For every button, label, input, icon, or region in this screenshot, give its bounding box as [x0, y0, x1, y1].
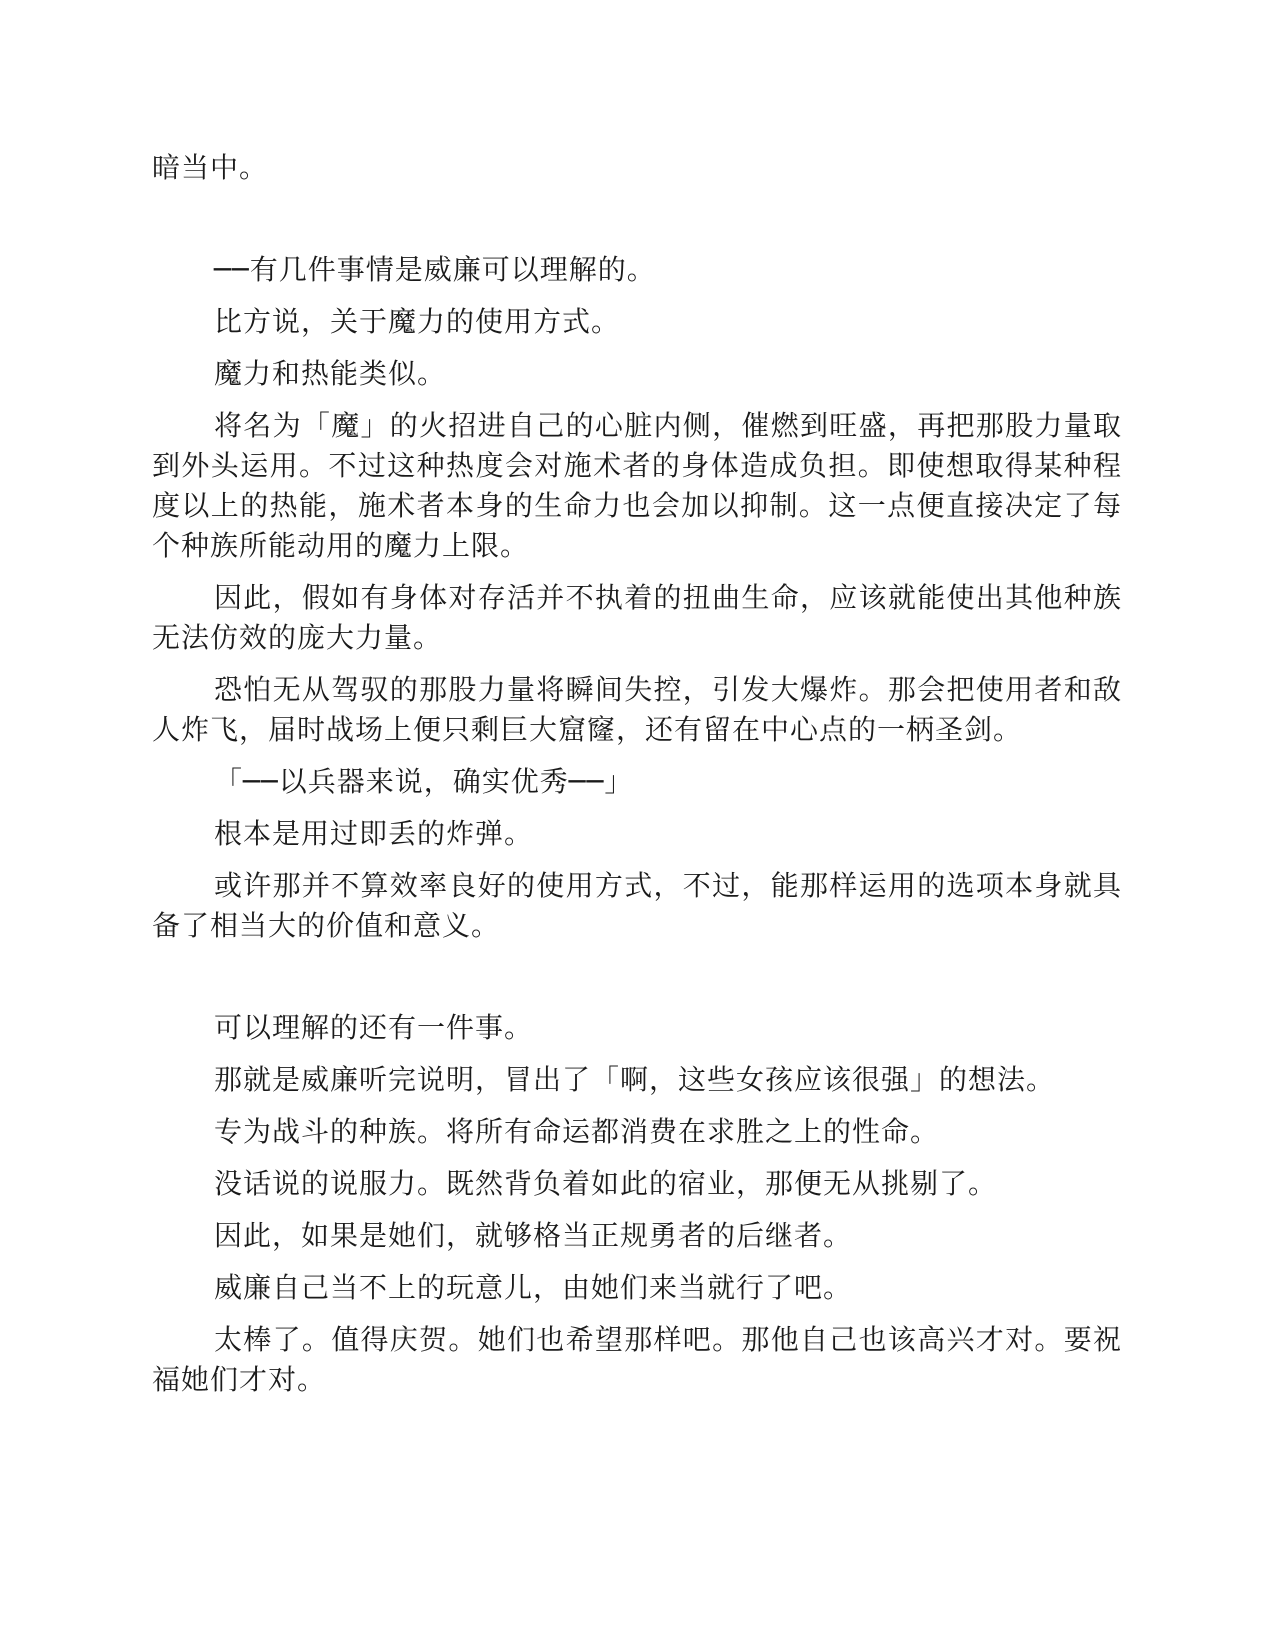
paragraph: 专为战斗的种族。将所有命运都消费在求胜之上的性命。 [214, 1115, 940, 1148]
paragraph: 恐怕无从驾驭的那股力量将瞬间失控，引发大爆炸。那会把使用者和敌人炸飞，届时战场上便只剩巨大窟窿，还有留在中心点的一柄圣剑。 [152, 673, 1122, 746]
paragraph: 没话说的说服力。既然背负着如此的宿业，那便无从挑剔了。 [214, 1167, 998, 1200]
paragraph: 暗当中。 [152, 151, 269, 184]
paragraph: 因此，假如有身体对存活并不执着的扭曲生命，应该就能使出其他种族无法仿效的庞大力量。 [152, 581, 1122, 654]
paragraph: 太棒了。值得庆贺。她们也希望那样吧。那他自己也该高兴才对。要祝福她们才对。 [152, 1323, 1122, 1396]
document-page [152, 148, 1122, 1400]
paragraph: 威廉自己当不上的玩意儿，由她们来当就行了吧。 [214, 1271, 853, 1304]
paragraph: 那就是威廉听完说明，冒出了「啊，这些女孩应该很强」的想法。 [214, 1063, 1056, 1096]
paragraph: 或许那并不算效率良好的使用方式，不过，能那样运用的选项本身就具备了相当大的价值和意义。 [152, 869, 1122, 942]
paragraph: 比方说，关于魔力的使用方式。 [214, 305, 621, 338]
paragraph: 将名为「魔」的火招进自己的心脏内侧，催燃到旺盛，再把那股力量取到外头运用。不过这种热度会对施术者的身体造成负担。即使想取得某种程度以上的热能，施术者本身的生命力也会加以抑制。这一点便直接决定了每个种族所能动用的魔力上限。 [152, 409, 1122, 562]
paragraph: 可以理解的还有一件事。 [214, 1011, 534, 1044]
paragraph: 因此，如果是她们，就够格当正规勇者的后继者。 [214, 1219, 853, 1252]
paragraph: 魔力和热能类似。 [214, 357, 447, 390]
paragraph: 「──以兵器来说，确实优秀──」 [214, 765, 634, 798]
paragraph: 根本是用过即丢的炸弹。 [214, 817, 534, 850]
paragraph: ──有几件事情是威廉可以理解的。 [214, 253, 656, 286]
